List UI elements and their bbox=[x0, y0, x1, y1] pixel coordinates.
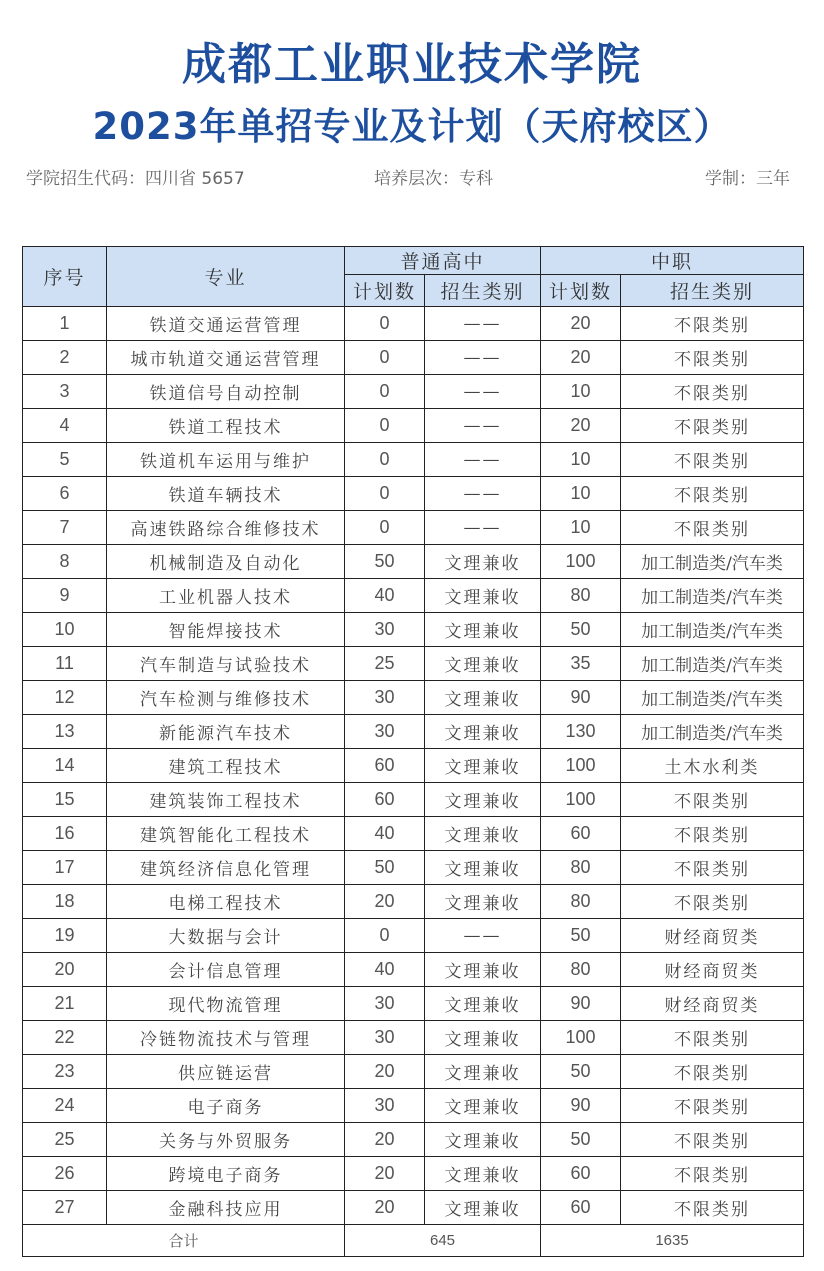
cell-vocational-plan: 80 bbox=[541, 851, 621, 885]
cell-general-type: —— bbox=[425, 409, 541, 443]
cell-vocational-plan: 10 bbox=[541, 511, 621, 545]
cell-general-plan: 30 bbox=[345, 1021, 425, 1055]
cell-general-plan: 50 bbox=[345, 851, 425, 885]
cell-general-plan: 30 bbox=[345, 681, 425, 715]
page-title: 成都工业职业技术学院 bbox=[182, 39, 642, 90]
table-row bbox=[23, 987, 804, 1021]
cell-general-plan: 25 bbox=[345, 647, 425, 681]
cell-general-plan: 0 bbox=[345, 307, 425, 341]
cell-index: 17 bbox=[23, 851, 107, 885]
cell-index: 10 bbox=[23, 613, 107, 647]
table-row bbox=[23, 749, 804, 783]
cell-vocational-plan: 80 bbox=[541, 953, 621, 987]
cell-general-type: 文理兼收 bbox=[425, 749, 541, 783]
general-total: 645 bbox=[345, 1225, 541, 1257]
cell-index: 7 bbox=[23, 511, 107, 545]
cell-major: 电子商务 bbox=[107, 1089, 345, 1123]
cell-major: 汽车制造与试验技术 bbox=[107, 647, 345, 681]
cell-index: 11 bbox=[23, 647, 107, 681]
cell-major: 工业机器人技术 bbox=[107, 579, 345, 613]
cell-general-type: 文理兼收 bbox=[425, 783, 541, 817]
header-vocational-type: 招生类别 bbox=[621, 275, 804, 307]
cell-major: 铁道信号自动控制 bbox=[107, 375, 345, 409]
table-row bbox=[23, 579, 804, 613]
cell-index: 14 bbox=[23, 749, 107, 783]
cell-vocational-type: 不限类别 bbox=[621, 817, 804, 851]
cell-vocational-type: 财经商贸类 bbox=[621, 987, 804, 1021]
cell-vocational-type: 加工制造类/汽车类 bbox=[621, 715, 804, 749]
cell-general-plan: 30 bbox=[345, 613, 425, 647]
cell-general-type: —— bbox=[425, 375, 541, 409]
cell-index: 23 bbox=[23, 1055, 107, 1089]
table-row bbox=[23, 375, 804, 409]
cell-general-plan: 20 bbox=[345, 1157, 425, 1191]
total-label: 合计 bbox=[23, 1225, 345, 1257]
cell-major: 汽车检测与维修技术 bbox=[107, 681, 345, 715]
cell-vocational-type: 加工制造类/汽车类 bbox=[621, 545, 804, 579]
cell-general-type: 文理兼收 bbox=[425, 715, 541, 749]
cell-general-type: —— bbox=[425, 477, 541, 511]
table-row bbox=[23, 1021, 804, 1055]
cell-major: 建筑智能化工程技术 bbox=[107, 817, 345, 851]
cell-vocational-plan: 60 bbox=[541, 1191, 621, 1225]
cell-general-plan: 60 bbox=[345, 749, 425, 783]
cell-vocational-type: 不限类别 bbox=[621, 341, 804, 375]
header-vocational-plan: 计划数 bbox=[541, 275, 621, 307]
table-row bbox=[23, 443, 804, 477]
header-major: 专业 bbox=[107, 247, 345, 307]
cell-vocational-type: 财经商贸类 bbox=[621, 919, 804, 953]
cell-general-plan: 40 bbox=[345, 953, 425, 987]
table-row bbox=[23, 851, 804, 885]
cell-general-type: 文理兼收 bbox=[425, 1123, 541, 1157]
cell-index: 16 bbox=[23, 817, 107, 851]
cell-general-type: —— bbox=[425, 919, 541, 953]
table-row bbox=[23, 545, 804, 579]
table-row bbox=[23, 885, 804, 919]
cell-general-type: 文理兼收 bbox=[425, 885, 541, 919]
table-body bbox=[23, 307, 804, 1225]
cell-vocational-plan: 50 bbox=[541, 613, 621, 647]
cell-vocational-plan: 80 bbox=[541, 885, 621, 919]
cell-index: 19 bbox=[23, 919, 107, 953]
cell-vocational-plan: 90 bbox=[541, 987, 621, 1021]
cell-vocational-type: 财经商贸类 bbox=[621, 953, 804, 987]
table-row bbox=[23, 1157, 804, 1191]
table-row bbox=[23, 783, 804, 817]
cell-general-type: —— bbox=[425, 341, 541, 375]
cell-index: 8 bbox=[23, 545, 107, 579]
cell-major: 机械制造及自动化 bbox=[107, 545, 345, 579]
header-index: 序号 bbox=[23, 247, 107, 307]
cell-major: 城市轨道交通运营管理 bbox=[107, 341, 345, 375]
cell-major: 铁道工程技术 bbox=[107, 409, 345, 443]
cell-vocational-type: 不限类别 bbox=[621, 783, 804, 817]
cell-vocational-type: 加工制造类/汽车类 bbox=[621, 681, 804, 715]
education-level: 培养层次：专科 bbox=[374, 169, 493, 189]
cell-index: 5 bbox=[23, 443, 107, 477]
cell-general-type: 文理兼收 bbox=[425, 647, 541, 681]
cell-vocational-plan: 90 bbox=[541, 1089, 621, 1123]
cell-general-type: 文理兼收 bbox=[425, 613, 541, 647]
header-general-group: 普通高中 bbox=[345, 247, 541, 275]
cell-general-type: —— bbox=[425, 307, 541, 341]
cell-general-type: 文理兼收 bbox=[425, 817, 541, 851]
table-row bbox=[23, 341, 804, 375]
cell-vocational-plan: 35 bbox=[541, 647, 621, 681]
cell-vocational-plan: 10 bbox=[541, 375, 621, 409]
cell-general-type: 文理兼收 bbox=[425, 1021, 541, 1055]
cell-vocational-type: 不限类别 bbox=[621, 477, 804, 511]
admission-code: 学院招生代码：四川省 5657 bbox=[26, 169, 245, 189]
cell-vocational-plan: 20 bbox=[541, 409, 621, 443]
table-row bbox=[23, 511, 804, 545]
table-row bbox=[23, 1089, 804, 1123]
cell-vocational-plan: 100 bbox=[541, 1021, 621, 1055]
table-row bbox=[23, 307, 804, 341]
cell-index: 20 bbox=[23, 953, 107, 987]
cell-vocational-type: 不限类别 bbox=[621, 443, 804, 477]
cell-general-plan: 20 bbox=[345, 1191, 425, 1225]
cell-vocational-type: 不限类别 bbox=[621, 1021, 804, 1055]
cell-major: 现代物流管理 bbox=[107, 987, 345, 1021]
cell-major: 建筑装饰工程技术 bbox=[107, 783, 345, 817]
cell-vocational-plan: 100 bbox=[541, 783, 621, 817]
cell-general-plan: 0 bbox=[345, 375, 425, 409]
cell-vocational-plan: 130 bbox=[541, 715, 621, 749]
cell-index: 6 bbox=[23, 477, 107, 511]
cell-general-type: 文理兼收 bbox=[425, 851, 541, 885]
cell-vocational-type: 土木水利类 bbox=[621, 749, 804, 783]
table-row bbox=[23, 953, 804, 987]
cell-vocational-type: 不限类别 bbox=[621, 307, 804, 341]
cell-general-plan: 0 bbox=[345, 511, 425, 545]
header-general-plan: 计划数 bbox=[345, 275, 425, 307]
table-row bbox=[23, 1123, 804, 1157]
cell-general-type: 文理兼收 bbox=[425, 1157, 541, 1191]
cell-general-plan: 0 bbox=[345, 443, 425, 477]
table-row bbox=[23, 817, 804, 851]
cell-index: 26 bbox=[23, 1157, 107, 1191]
cell-major: 高速铁路综合维修技术 bbox=[107, 511, 345, 545]
cell-general-type: 文理兼收 bbox=[425, 579, 541, 613]
cell-general-type: 文理兼收 bbox=[425, 545, 541, 579]
total-row bbox=[23, 1225, 804, 1257]
cell-vocational-plan: 50 bbox=[541, 919, 621, 953]
cell-index: 15 bbox=[23, 783, 107, 817]
cell-index: 22 bbox=[23, 1021, 107, 1055]
table-row bbox=[23, 1055, 804, 1089]
cell-general-type: 文理兼收 bbox=[425, 681, 541, 715]
cell-general-plan: 30 bbox=[345, 987, 425, 1021]
cell-vocational-plan: 60 bbox=[541, 817, 621, 851]
cell-major: 大数据与会计 bbox=[107, 919, 345, 953]
cell-general-plan: 30 bbox=[345, 715, 425, 749]
cell-major: 铁道车辆技术 bbox=[107, 477, 345, 511]
study-duration: 学制：三年 bbox=[705, 169, 790, 189]
enrollment-plan-table bbox=[22, 246, 804, 1257]
cell-index: 21 bbox=[23, 987, 107, 1021]
cell-vocational-plan: 20 bbox=[541, 307, 621, 341]
cell-index: 13 bbox=[23, 715, 107, 749]
cell-vocational-plan: 10 bbox=[541, 443, 621, 477]
cell-general-type: 文理兼收 bbox=[425, 987, 541, 1021]
cell-index: 9 bbox=[23, 579, 107, 613]
cell-index: 2 bbox=[23, 341, 107, 375]
cell-general-type: 文理兼收 bbox=[425, 1191, 541, 1225]
cell-index: 3 bbox=[23, 375, 107, 409]
cell-general-type: 文理兼收 bbox=[425, 1055, 541, 1089]
table-row bbox=[23, 715, 804, 749]
cell-general-type: —— bbox=[425, 511, 541, 545]
header-vocational-group: 中职 bbox=[541, 247, 804, 275]
header-general-type: 招生类别 bbox=[425, 275, 541, 307]
cell-index: 4 bbox=[23, 409, 107, 443]
cell-index: 12 bbox=[23, 681, 107, 715]
cell-vocational-type: 不限类别 bbox=[621, 1191, 804, 1225]
table-row bbox=[23, 613, 804, 647]
cell-major: 冷链物流技术与管理 bbox=[107, 1021, 345, 1055]
cell-vocational-plan: 60 bbox=[541, 1157, 621, 1191]
table-row bbox=[23, 647, 804, 681]
cell-vocational-type: 不限类别 bbox=[621, 885, 804, 919]
table-row bbox=[23, 919, 804, 953]
cell-vocational-plan: 50 bbox=[541, 1055, 621, 1089]
cell-general-plan: 60 bbox=[345, 783, 425, 817]
cell-major: 跨境电子商务 bbox=[107, 1157, 345, 1191]
cell-general-plan: 40 bbox=[345, 817, 425, 851]
cell-major: 供应链运营 bbox=[107, 1055, 345, 1089]
cell-vocational-type: 不限类别 bbox=[621, 1055, 804, 1089]
cell-vocational-type: 加工制造类/汽车类 bbox=[621, 647, 804, 681]
cell-vocational-type: 不限类别 bbox=[621, 1157, 804, 1191]
cell-vocational-plan: 90 bbox=[541, 681, 621, 715]
cell-vocational-type: 加工制造类/汽车类 bbox=[621, 579, 804, 613]
cell-index: 24 bbox=[23, 1089, 107, 1123]
cell-general-plan: 20 bbox=[345, 1055, 425, 1089]
cell-major: 金融科技应用 bbox=[107, 1191, 345, 1225]
cell-vocational-plan: 80 bbox=[541, 579, 621, 613]
table-row bbox=[23, 681, 804, 715]
cell-major: 建筑经济信息化管理 bbox=[107, 851, 345, 885]
table-row bbox=[23, 409, 804, 443]
cell-major: 铁道交通运营管理 bbox=[107, 307, 345, 341]
cell-vocational-type: 不限类别 bbox=[621, 851, 804, 885]
cell-general-plan: 30 bbox=[345, 1089, 425, 1123]
cell-vocational-type: 加工制造类/汽车类 bbox=[621, 613, 804, 647]
cell-general-plan: 0 bbox=[345, 341, 425, 375]
cell-major: 铁道机车运用与维护 bbox=[107, 443, 345, 477]
cell-general-plan: 20 bbox=[345, 885, 425, 919]
cell-general-plan: 50 bbox=[345, 545, 425, 579]
cell-general-plan: 20 bbox=[345, 1123, 425, 1157]
cell-general-type: 文理兼收 bbox=[425, 953, 541, 987]
cell-vocational-type: 不限类别 bbox=[621, 409, 804, 443]
cell-major: 电梯工程技术 bbox=[107, 885, 345, 919]
cell-index: 18 bbox=[23, 885, 107, 919]
cell-general-plan: 0 bbox=[345, 477, 425, 511]
cell-vocational-plan: 10 bbox=[541, 477, 621, 511]
vocational-total: 1635 bbox=[541, 1225, 804, 1257]
cell-index: 25 bbox=[23, 1123, 107, 1157]
cell-general-plan: 0 bbox=[345, 409, 425, 443]
page-subtitle: 2023年单招专业及计划（天府校区） bbox=[92, 105, 732, 148]
cell-general-plan: 40 bbox=[345, 579, 425, 613]
cell-general-type: 文理兼收 bbox=[425, 1089, 541, 1123]
cell-vocational-plan: 20 bbox=[541, 341, 621, 375]
cell-index: 27 bbox=[23, 1191, 107, 1225]
cell-vocational-type: 不限类别 bbox=[621, 375, 804, 409]
cell-vocational-plan: 100 bbox=[541, 545, 621, 579]
cell-vocational-type: 不限类别 bbox=[621, 1123, 804, 1157]
cell-vocational-plan: 50 bbox=[541, 1123, 621, 1157]
cell-vocational-type: 不限类别 bbox=[621, 511, 804, 545]
cell-vocational-type: 不限类别 bbox=[621, 1089, 804, 1123]
cell-major: 关务与外贸服务 bbox=[107, 1123, 345, 1157]
cell-major: 新能源汽车技术 bbox=[107, 715, 345, 749]
cell-general-plan: 0 bbox=[345, 919, 425, 953]
cell-vocational-plan: 100 bbox=[541, 749, 621, 783]
cell-major: 智能焊接技术 bbox=[107, 613, 345, 647]
table-row bbox=[23, 477, 804, 511]
cell-major: 建筑工程技术 bbox=[107, 749, 345, 783]
cell-general-type: —— bbox=[425, 443, 541, 477]
table-row bbox=[23, 1191, 804, 1225]
cell-index: 1 bbox=[23, 307, 107, 341]
cell-major: 会计信息管理 bbox=[107, 953, 345, 987]
